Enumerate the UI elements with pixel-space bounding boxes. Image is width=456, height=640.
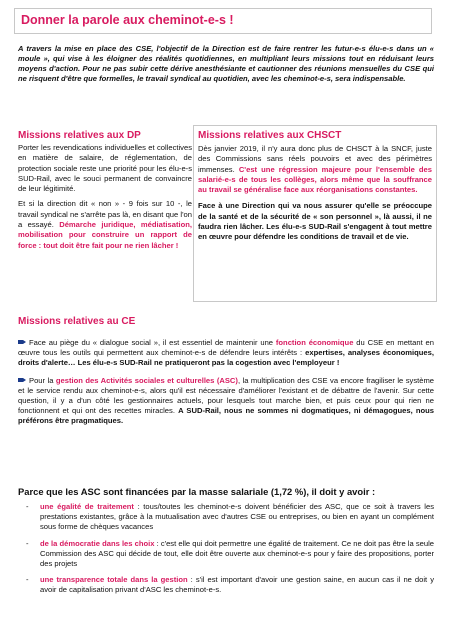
list-item-text: : c'est elle qui doit permettre une égalité de traitement. Ce ne doit pas être la seule Commission des ASC qui décide de tout, elle doit être ouverte aux cheminot-e-s pour y faire des propositions, porter des projets: [40, 538, 434, 569]
list-dash: -: [26, 502, 29, 511]
chsct-section: [198, 144, 432, 249]
ce-p1-b: du CSE en mettant en œuvre tous les outils qui permettent aux cheminot-e-s de défendre leurs intérêts :: [18, 338, 434, 358]
dp-heading: Missions relatives aux DP: [18, 130, 141, 141]
ce-section: [18, 338, 434, 434]
ce-p1-bold: expertises, analyses économiques, droits d'alerte… Les élu-e-s SUD-Rail ne pratiqueront pas la cogestion avec l'employeur !: [18, 348, 434, 368]
hand-pointer-icon: [18, 377, 26, 383]
list-dash: -: [26, 538, 29, 548]
chsct-highlight: C'est une régression majeure pour l'ensemble des salarié-e-s de tous les collèges, alors même que la souffrance au travail se généralise face aux réorganisations constantes.: [198, 164, 432, 195]
ce-heading: Missions relatives au CE: [18, 316, 136, 327]
asc-title: Parce que les ASC sont financées par la masse salariale (1,72 %), il doit y avoir :: [18, 486, 376, 497]
page-title: Donner la parole aux cheminot-e-s !: [21, 13, 234, 27]
ce-p2-bold: A SUD-Rail, nous ne sommes ni dogmatiques, ni démagogues, nous préférons être pragmatiques.: [18, 406, 434, 426]
ce-p2-a: Pour la: [29, 375, 56, 385]
dp-paragraph-2: [18, 199, 192, 250]
dp-highlight: Démarche juridique, médiatisation, mobilisation pour construire un rapport de force : tout doit être fait pour ne rien lâcher !: [18, 220, 192, 250]
list-item-highlight: une égalité de traitement: [40, 502, 134, 511]
title-box: [14, 8, 432, 34]
intro-paragraph: A travers la mise en place des CSE, l'objectif de la Direction est de faire rentrer les futur-e-s élu-e-s dans un « moule », qui vise à les éloigner des réalités quotidiennes, en multipliant leurs missions tout en réduisant leurs moyens d'action. Pour ne pas subir cette dérive anesthésiante et cautionner des réunions mensuelles du CSE qui ne risquent d'être que formelles, le travail syndical au quotidien, avec les cheminot-e-s, sera indispensable.: [18, 44, 434, 83]
list-item-text: : s'il est important d'avoir une gestion saine, en aucun cas il ne doit y avoir de capitalisation privant d'ASC les cheminot-e-s.: [40, 575, 434, 595]
ce-paragraph-2: [18, 376, 434, 427]
list-dash: -: [26, 575, 29, 585]
hand-pointer-icon: [18, 339, 26, 345]
asc-list: [24, 502, 434, 602]
chsct-paragraph-1: [198, 144, 432, 195]
ce-p1-a: Face au piège du « dialogue social », il est essentiel de maintenir une: [29, 338, 276, 347]
dp-paragraph-1: Porter les revendications individuelles et collectives en matière de salaire, de réglementation, de protection sociale reste une priorité pour les élu-e-s SUD-Rail, avec le souci permanent de convaincre de leur légitimité.: [18, 143, 192, 194]
list-item: [24, 539, 434, 570]
ce-paragraph-1: [18, 338, 434, 369]
list-item-highlight: de la démocratie dans les choix: [40, 538, 155, 548]
dp-section: [18, 143, 192, 256]
ce-p2-b: , la multiplication des CSE va encore fragiliser le système et le service rendu aux cheminot-e-s, alors qu'il est nécessaire d'améliorer l'existant et de débattre de l'avenir. Sur cette question, il y a d'un côté les gestionnaires actuels, pour lesquels tout marche bien, et puis ceux pour qui rien ne fonctionnent et qui ont des recettes miracles.: [18, 375, 434, 416]
list-item: [24, 575, 434, 595]
list-item: [24, 502, 434, 533]
ce-p2-highlight: gestion des Activités sociales et culturelles (ASC): [55, 375, 238, 385]
chsct-heading: Missions relatives aux CHSCT: [198, 130, 342, 141]
dp-paragraph-2-text: Et si la direction dit « non » - 9 fois sur 10 -, le travail syndical ne s'arrête pas là, en disant que l'on a essayé.: [18, 199, 192, 230]
list-item-text: : tous/toutes les cheminot-e-s doivent bénéficier des ASC, que ce soit à travers les prestations existantes, grâce à la mutualisation avec d'autres CSE ou entreprises, ou bien en ayant un complément sous forme de chèques vacances: [40, 502, 434, 532]
ce-p1-highlight: fonction économique: [275, 338, 354, 347]
chsct-paragraph-2: Face à une Direction qui va nous assurer qu'elle se préoccupe de la santé et de la sécurité de « son personnel », là aussi, il ne faudra rien lâcher. Les élu-e-s SUD-Rail s'engagent à tout mettre en œuvre pour défendre les conditions de travail et de vie.: [198, 201, 432, 242]
list-item-highlight: une transparence totale dans la gestion: [40, 575, 188, 585]
chsct-paragraph-1-text: Dès janvier 2019, il n'y aura donc plus de CHSCT à la SNCF, juste des Commissions sans réels pouvoirs et avec des périmètres immenses.: [198, 144, 432, 174]
